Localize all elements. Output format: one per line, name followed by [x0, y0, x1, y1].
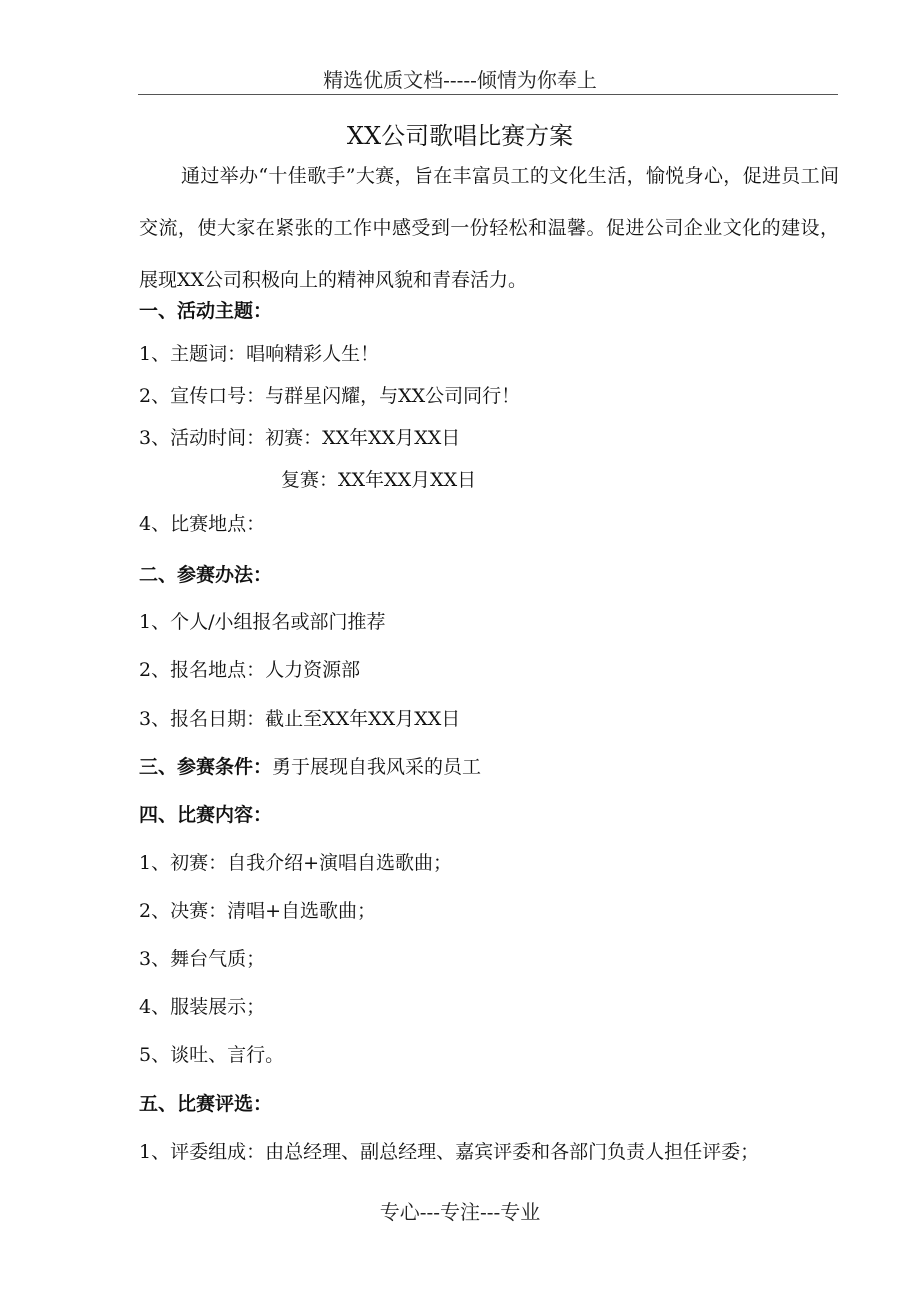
list-item: 3、报名日期：截止至XX年XX月XX日	[139, 708, 461, 730]
page-header: 精选优质文档-----倾情为你奉上	[323, 68, 597, 92]
section-heading-conditions: 三、参赛条件：	[139, 756, 273, 778]
header-divider	[138, 94, 838, 95]
list-item: 4、服装展示；	[139, 996, 266, 1018]
document-title: XX公司歌唱比赛方案	[346, 122, 574, 150]
list-item: 2、报名地点：人力资源部	[139, 659, 361, 681]
intro-paragraph: 通过举办“十佳歌手”大赛，旨在丰富员工的文化生活，愉悦身心，促进员工间交流，使大家在紧张的工作中感受到一份轻松和温馨。促进公司企业文化的建设，展现XX公司积极向上的精神风貌和青春活力。	[139, 165, 839, 291]
list-item: 4、比赛地点：	[139, 513, 266, 535]
list-item: 1、主题词：唱响精彩人生！	[139, 343, 380, 365]
page-footer: 专心---专注---专业	[379, 1200, 541, 1224]
section-heading-judging: 五、比赛评选：	[139, 1093, 273, 1115]
list-item: 3、活动时间：初赛：XX年XX月XX日	[139, 427, 461, 449]
list-item: 1、个人/小组报名或部门推荐	[139, 611, 386, 633]
list-item: 2、宣传口号：与群星闪耀，与XX公司同行！	[139, 385, 521, 407]
section-conditions	[139, 752, 481, 779]
section-heading-content: 四、比赛内容：	[139, 804, 273, 826]
list-item: 1、评委组成：由总经理、副总经理、嘉宾评委和各部门负责人担任评委；	[139, 1141, 760, 1163]
list-item: 1、初赛：自我介绍+演唱自选歌曲；	[139, 852, 453, 874]
section-text-conditions: 勇于展现自我风采的员工	[272, 756, 482, 778]
list-item: 5、谈吐、言行。	[139, 1044, 285, 1066]
list-item: 复赛：XX年XX月XX日	[281, 469, 477, 491]
list-item: 3、舞台气质；	[139, 948, 266, 970]
list-item: 2、决赛：清唱+自选歌曲；	[139, 900, 377, 922]
section-heading-theme: 一、活动主题：	[139, 300, 273, 322]
section-heading-method: 二、参赛办法：	[139, 564, 273, 586]
